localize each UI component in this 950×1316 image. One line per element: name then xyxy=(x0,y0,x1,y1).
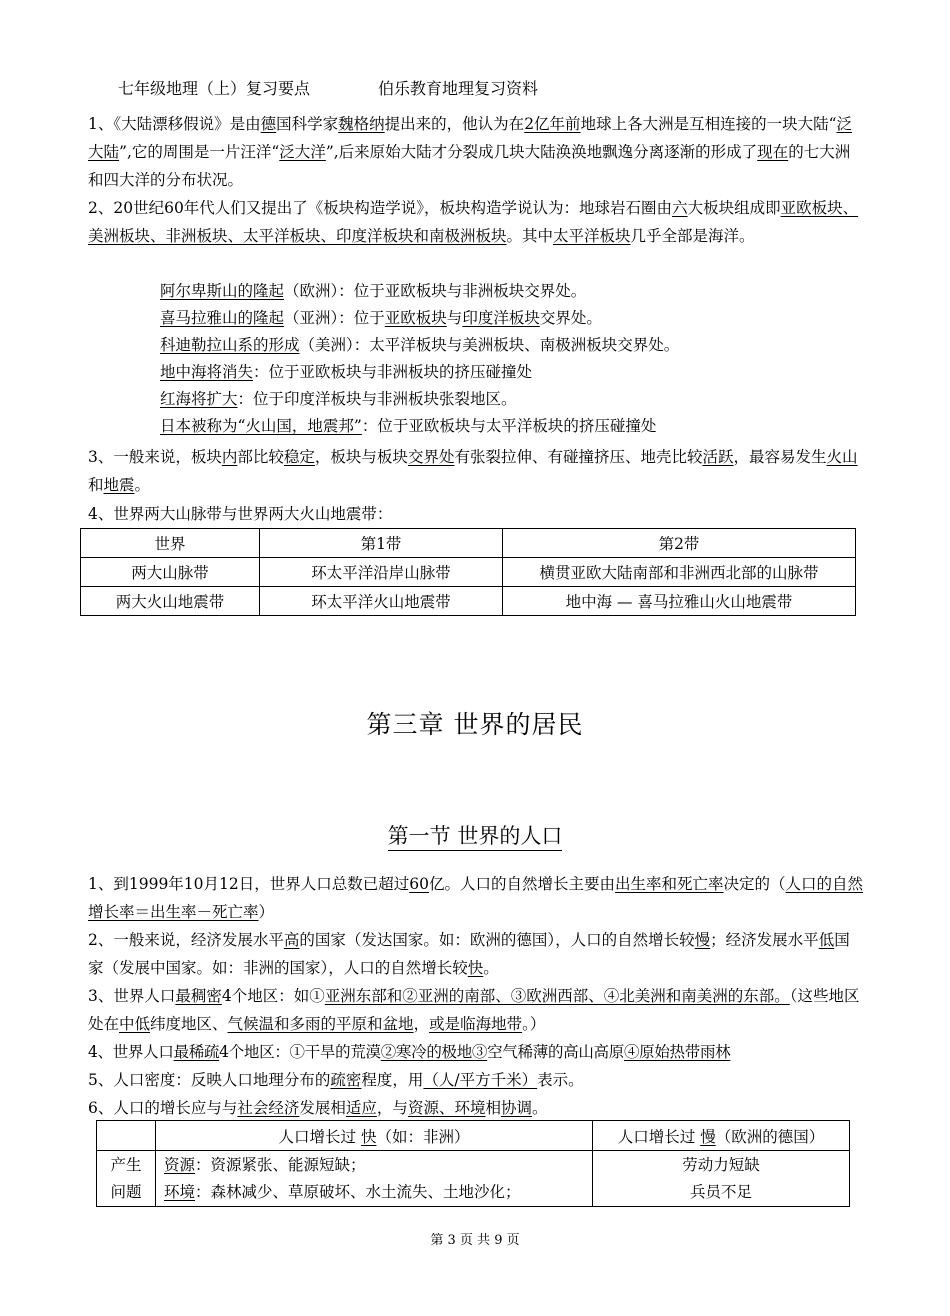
indent-item-himalaya: 喜马拉雅山的隆起（亚洲）：位于亚欧板块与印度洋板块交界处。 xyxy=(160,309,602,327)
indent-item-mediterranean: 地中海将消失：位于亚欧板块与非洲板块的挤压碰撞处 xyxy=(160,363,533,381)
table-row-label: 产生 问题 xyxy=(97,1151,156,1207)
section-paragraph-4: 4、世界人口最稀疏4个地区：①干旱的荒漠②寒冷的极地③空气稀薄的高山高原④原始热带雨林 xyxy=(88,1043,731,1061)
table-cell: 横贯亚欧大陆南部和非洲西北部的山脉带 xyxy=(503,558,856,587)
header-left: 七年级地理（上）复习要点 xyxy=(118,79,311,98)
table-header-fast: 人口增长过 快（如：非洲） xyxy=(156,1121,593,1151)
table-corner-cell xyxy=(97,1121,156,1151)
indent-item-alps: 阿尔卑斯山的隆起（欧洲）：位于亚欧板块与非洲板块交界处。 xyxy=(160,282,587,300)
chapter-title: 第三章 世界的居民 xyxy=(366,710,584,739)
table-header-cell: 第2带 xyxy=(503,529,856,558)
table-row xyxy=(81,587,856,616)
table-cell-slow-problems: 劳动力短缺 兵员不足 xyxy=(593,1151,850,1207)
table-cell: 地中海 — 喜马拉雅山火山地震带 xyxy=(503,587,856,616)
section-paragraph-2: 2、一般来说，经济发展水平高的国家（发达国家。如：欧洲的德国），人口的自然增长较慢；经济发展水平低国家（发展中国家。如：非洲的国家），人口的自然增长较快。 xyxy=(88,931,850,977)
paragraph-4: 4、世界两大山脉带与世界两大火山地震带： xyxy=(88,505,393,523)
paragraph-3: 3、一般来说，板块内部比较稳定，板块与板块交界处有张裂拉伸、有碰撞挤压、地壳比较活跃，最容易发生火山和地震。 xyxy=(88,448,858,494)
page-header xyxy=(118,76,538,99)
page-footer: 第 3 页 共 9 页 xyxy=(430,1233,520,1248)
table-cell: 环太平洋沿岸山脉带 xyxy=(260,558,503,587)
table-header-cell: 世界 xyxy=(81,529,260,558)
indent-item-japan: 日本被称为“火山国，地震邦”：位于亚欧板块与太平洋板块的挤压碰撞处 xyxy=(160,417,657,435)
table-cell-fast-problems: 资源：资源紧张、能源短缺； 环境：森林减少、草原破坏、水土流失、土地沙化； xyxy=(156,1151,593,1207)
section-paragraph-5: 5、人口密度：反映人口地理分布的疏密程度，用（人/平方千米）表示。 xyxy=(88,1071,584,1089)
table-row xyxy=(97,1121,850,1151)
header-right: 伯乐教育地理复习资料 xyxy=(378,79,539,98)
section-paragraph-1: 1、到1999年10月12日，世界人口总数已超过60亿。人口的自然增长主要由出生率和死亡率决定的（人口的自然增长率＝出生率－死亡率） xyxy=(88,875,864,921)
table-row xyxy=(97,1151,850,1207)
section-paragraph-6: 6、人口的增长应与与社会经济发展相适应，与资源、环境相协调。 xyxy=(88,1099,548,1117)
section-title: 第一节 世界的人口 xyxy=(0,820,950,850)
population-growth-table xyxy=(96,1120,850,1207)
mountain-belt-table xyxy=(80,528,856,616)
paragraph-2: 2、20世纪60年代人们又提出了《板块构造学说》，板块构造学说认为：地球岩石圈由六大板块组成即亚欧板块、美洲板块、非洲板块、太平洋板块、印度洋板块和南极洲板块。其中太平洋板块几乎全部是海洋。 xyxy=(88,199,859,245)
table-cell: 两大山脉带 xyxy=(81,558,260,587)
indent-item-red-sea: 红海将扩大：位于印度洋板块与非洲板块张裂地区。 xyxy=(160,390,517,408)
table-cell: 环太平洋火山地震带 xyxy=(260,587,503,616)
paragraph-1: 1、《大陆漂移假说》是由德国科学家魏格纳提出来的，他认为在2亿年前地球上各大洲是互相连接的一块大陆“泛大陆”,它的周围是一片汪洋“泛大洋”,后来原始大陆才分裂成几块大陆涣涣地飘逸分离逐渐的形成了现在的七大洲和四大洋的分布状况。 xyxy=(88,115,853,189)
table-row xyxy=(81,558,856,587)
section-paragraph-3: 3、世界人口最稠密4个地区：如①亚洲东部和②亚洲的南部、③欧洲西部、④北美洲和南美洲的东部。（这些地区处在中低纬度地区、气候温和多雨的平原和盆地，或是临海地带。） xyxy=(88,987,860,1033)
table-header-cell: 第1带 xyxy=(260,529,503,558)
indent-item-cordillera: 科迪勒拉山系的形成（美洲）：太平洋板块与美洲板块、南极洲板块交界处。 xyxy=(160,336,680,354)
table-header-slow: 人口增长过 慢（欧洲的德国） xyxy=(593,1121,850,1151)
table-cell: 两大火山地震带 xyxy=(81,587,260,616)
table-row xyxy=(81,529,856,558)
